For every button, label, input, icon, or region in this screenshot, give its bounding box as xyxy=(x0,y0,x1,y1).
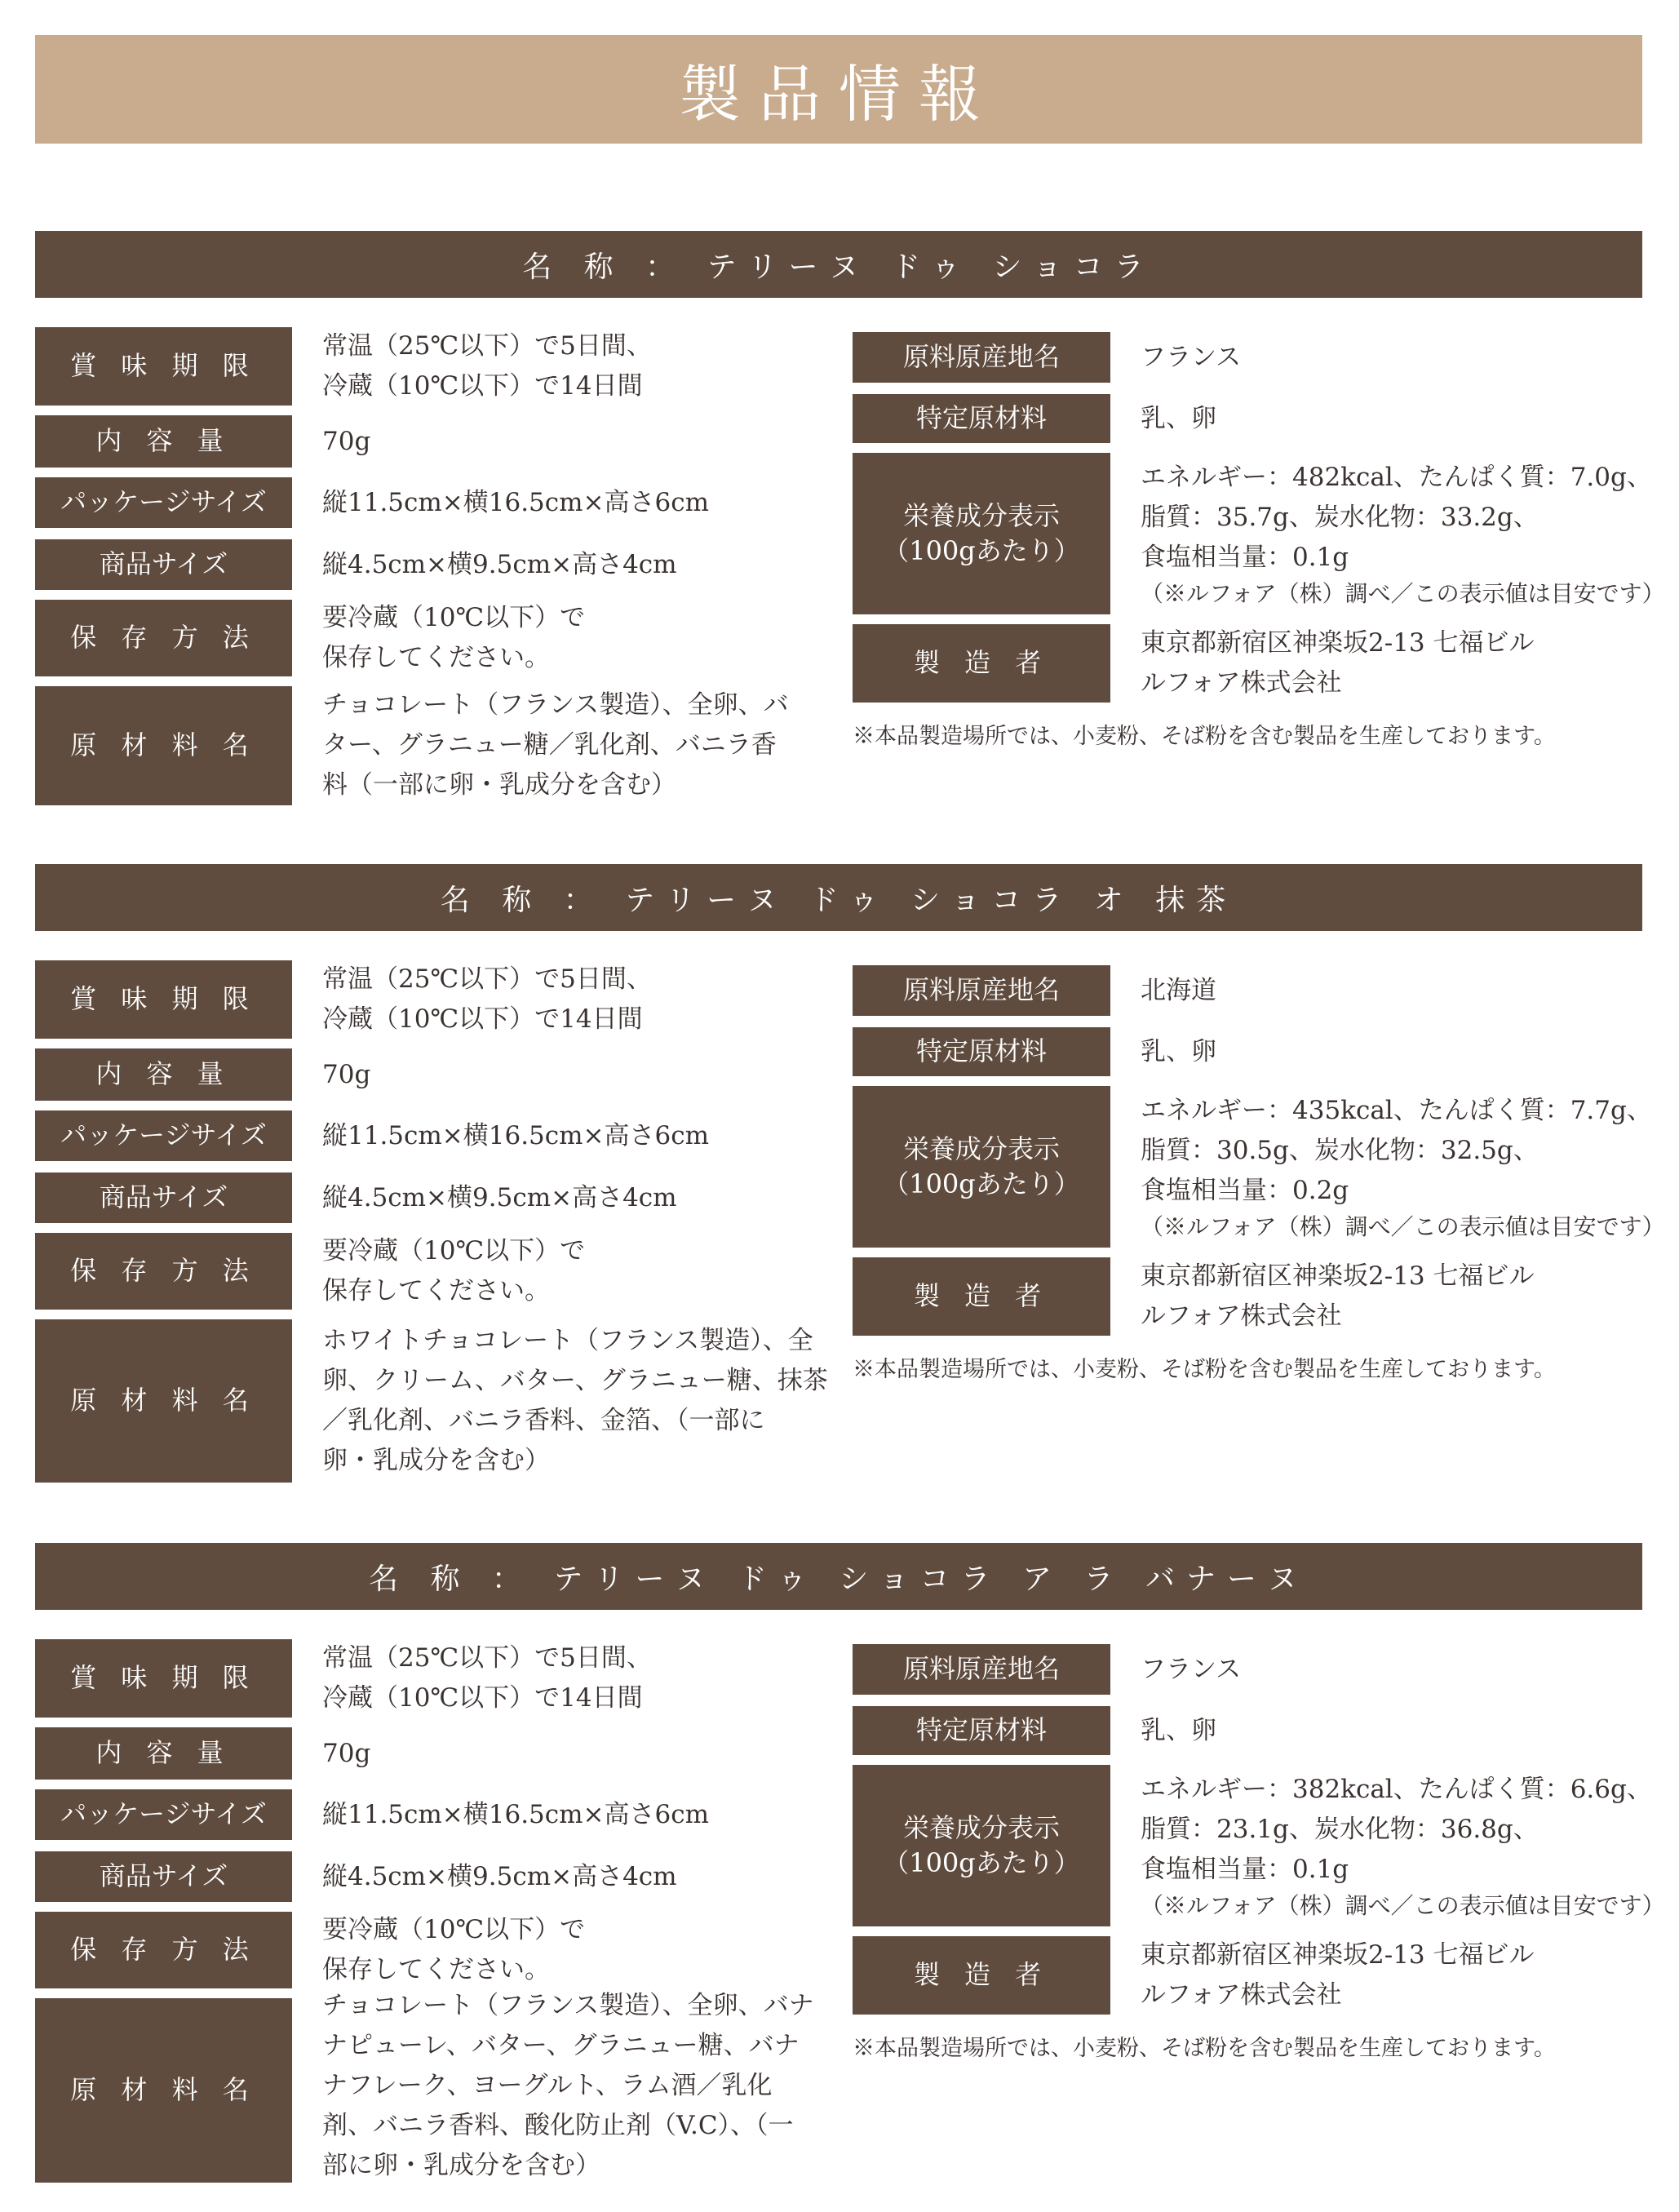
label-expiry: 賞 味 期 限 xyxy=(35,960,292,1039)
value-nutrition xyxy=(1141,1083,1671,1251)
nutrition-note: （※ルフォア（株）調べ／この表示値は目安です） xyxy=(1141,579,1665,607)
product-name: 名 称 ： テリーヌ ドゥ ショコラ xyxy=(35,231,1642,298)
label-origin: 原料原産地名 xyxy=(853,1644,1110,1695)
product-section xyxy=(35,864,1665,1484)
label-origin: 原料原産地名 xyxy=(853,332,1110,383)
value-contents: 70g xyxy=(322,1738,371,1768)
product-section xyxy=(35,231,1665,810)
value-product-size: 縦4.5cm×横9.5cm×高さ4cm xyxy=(322,1182,677,1212)
nutrition-note: （※ルフォア（株）調べ／この表示値は目安です） xyxy=(1141,1212,1665,1240)
value-maker: 東京都新宿区神楽坂2-13 七福ビル ルフォア株式会社 xyxy=(1141,1940,1535,2010)
label-storage: 保 存 方 法 xyxy=(35,1912,292,1988)
label-maker: 製 造 者 xyxy=(853,1936,1110,2015)
value-storage: 要冷蔵（10℃以下）で 保存してください。 xyxy=(322,1236,586,1305)
label-expiry: 賞 味 期 限 xyxy=(35,327,292,406)
label-origin: 原料原産地名 xyxy=(853,965,1110,1016)
footnote: ※本品製造場所では、小麦粉、そば粉を含む製品を生産しております。 xyxy=(853,723,1556,749)
label-contents: 内 容 量 xyxy=(35,415,292,468)
value-origin: フランス xyxy=(1141,1654,1242,1684)
value-nutrition xyxy=(1141,1762,1671,1930)
value-ingredients: チョコレート（フランス製造）、全卵、バ ター、グラニュー糖／乳化剤、バニラ香 料（一部に卵・乳成分を含む） xyxy=(322,689,789,800)
label-ingredients: 原 材 料 名 xyxy=(35,1998,292,2183)
value-contents: 70g xyxy=(322,426,371,456)
value-ingredients: チョコレート（フランス製造）、全卵、バナ ナピューレ、バター、グラニュー糖、バナ ナフレーク、ヨーグルト、ラム酒／乳化 剤、バニラ香料、酸化防止剤（V.C）、（一 部に卵・乳成分を含む） xyxy=(322,1990,814,2180)
product-name: 名 称 ： テリーヌ ドゥ ショコラ ア ラ バナーヌ xyxy=(35,1543,1642,1610)
label-expiry: 賞 味 期 限 xyxy=(35,1639,292,1718)
label-allergens: 特定原材料 xyxy=(853,394,1110,443)
label-allergens: 特定原材料 xyxy=(853,1706,1110,1755)
value-expiry: 常温（25℃以下）で5日間、 冷蔵（10℃以下）で14日間 xyxy=(322,1643,652,1713)
nutrition-values: エネルギー：382kcal、たんぱく質：6.6g、 脂質：23.1g、炭水化物：36.8g、 食塩相当量：0.1g xyxy=(1141,1774,1652,1884)
label-nutrition-title: 栄養成分表示 xyxy=(902,499,1060,531)
value-origin: 北海道 xyxy=(1141,975,1216,1005)
label-allergens: 特定原材料 xyxy=(853,1027,1110,1076)
value-package-size: 縦11.5cm×横16.5cm×高さ6cm xyxy=(322,487,709,517)
value-package-size: 縦11.5cm×横16.5cm×高さ6cm xyxy=(322,1120,709,1150)
value-maker: 東京都新宿区神楽坂2-13 七福ビル ルフォア株式会社 xyxy=(1141,628,1535,698)
product-name: 名 称 ： テリーヌ ドゥ ショコラ オ 抹茶 xyxy=(35,864,1642,931)
value-allergens: 乳、卵 xyxy=(1141,1036,1216,1066)
label-nutrition-title: 栄養成分表示 xyxy=(902,1133,1060,1164)
label-nutrition xyxy=(853,453,1110,614)
value-allergens: 乳、卵 xyxy=(1141,1715,1216,1745)
page-title: 製品情報 xyxy=(35,35,1642,144)
value-maker: 東京都新宿区神楽坂2-13 七福ビル ルフォア株式会社 xyxy=(1141,1261,1535,1331)
label-ingredients: 原 材 料 名 xyxy=(35,686,292,805)
product-section xyxy=(35,1543,1665,2188)
label-product-size: 商品サイズ xyxy=(35,539,292,590)
label-storage: 保 存 方 法 xyxy=(35,1233,292,1310)
value-expiry: 常温（25℃以下）で5日間、 冷蔵（10℃以下）で14日間 xyxy=(322,964,652,1034)
value-expiry: 常温（25℃以下）で5日間、 冷蔵（10℃以下）で14日間 xyxy=(322,331,652,401)
label-ingredients: 原 材 料 名 xyxy=(35,1319,292,1483)
value-product-size: 縦4.5cm×横9.5cm×高さ4cm xyxy=(322,1861,677,1891)
footnote: ※本品製造場所では、小麦粉、そば粉を含む製品を生産しております。 xyxy=(853,1356,1556,1382)
label-nutrition-per: （100gあたり） xyxy=(883,535,1080,566)
label-storage: 保 存 方 法 xyxy=(35,600,292,676)
label-product-size: 商品サイズ xyxy=(35,1172,292,1223)
label-maker: 製 造 者 xyxy=(853,1257,1110,1336)
value-allergens: 乳、卵 xyxy=(1141,403,1216,433)
value-contents: 70g xyxy=(322,1059,371,1089)
label-package-size: パッケージサイズ xyxy=(35,1789,292,1840)
value-origin: フランス xyxy=(1141,342,1242,372)
nutrition-values: エネルギー：482kcal、たんぱく質：7.0g、 脂質：35.7g、炭水化物：33.2g、 食塩相当量：0.1g xyxy=(1141,462,1652,572)
nutrition-note: （※ルフォア（株）調べ／この表示値は目安です） xyxy=(1141,1891,1665,1919)
value-ingredients: ホワイトチョコレート（フランス製造）、全 卵、クリーム、バター、グラニュー糖、抹茶 ／乳化剤、バニラ香料、金箔、（一部に 卵・乳成分を含む） xyxy=(322,1326,828,1475)
label-nutrition-per: （100gあたり） xyxy=(883,1847,1080,1878)
label-maker: 製 造 者 xyxy=(853,624,1110,703)
label-contents: 内 容 量 xyxy=(35,1048,292,1101)
label-contents: 内 容 量 xyxy=(35,1727,292,1780)
value-nutrition xyxy=(1141,450,1671,618)
footnote: ※本品製造場所では、小麦粉、そば粉を含む製品を生産しております。 xyxy=(853,2035,1556,2061)
value-storage: 要冷蔵（10℃以下）で 保存してください。 xyxy=(322,1915,586,1984)
label-nutrition xyxy=(853,1765,1110,1926)
value-storage: 要冷蔵（10℃以下）で 保存してください。 xyxy=(322,603,586,672)
value-package-size: 縦11.5cm×横16.5cm×高さ6cm xyxy=(322,1799,709,1829)
label-nutrition xyxy=(853,1086,1110,1248)
value-product-size: 縦4.5cm×横9.5cm×高さ4cm xyxy=(322,549,677,579)
label-nutrition-per: （100gあたり） xyxy=(883,1168,1080,1199)
label-package-size: パッケージサイズ xyxy=(35,1110,292,1161)
label-package-size: パッケージサイズ xyxy=(35,477,292,528)
label-product-size: 商品サイズ xyxy=(35,1851,292,1902)
nutrition-values: エネルギー：435kcal、たんぱく質：7.7g、 脂質：30.5g、炭水化物：32.5g、 食塩相当量：0.2g xyxy=(1141,1095,1652,1205)
label-nutrition-title: 栄養成分表示 xyxy=(902,1811,1060,1843)
